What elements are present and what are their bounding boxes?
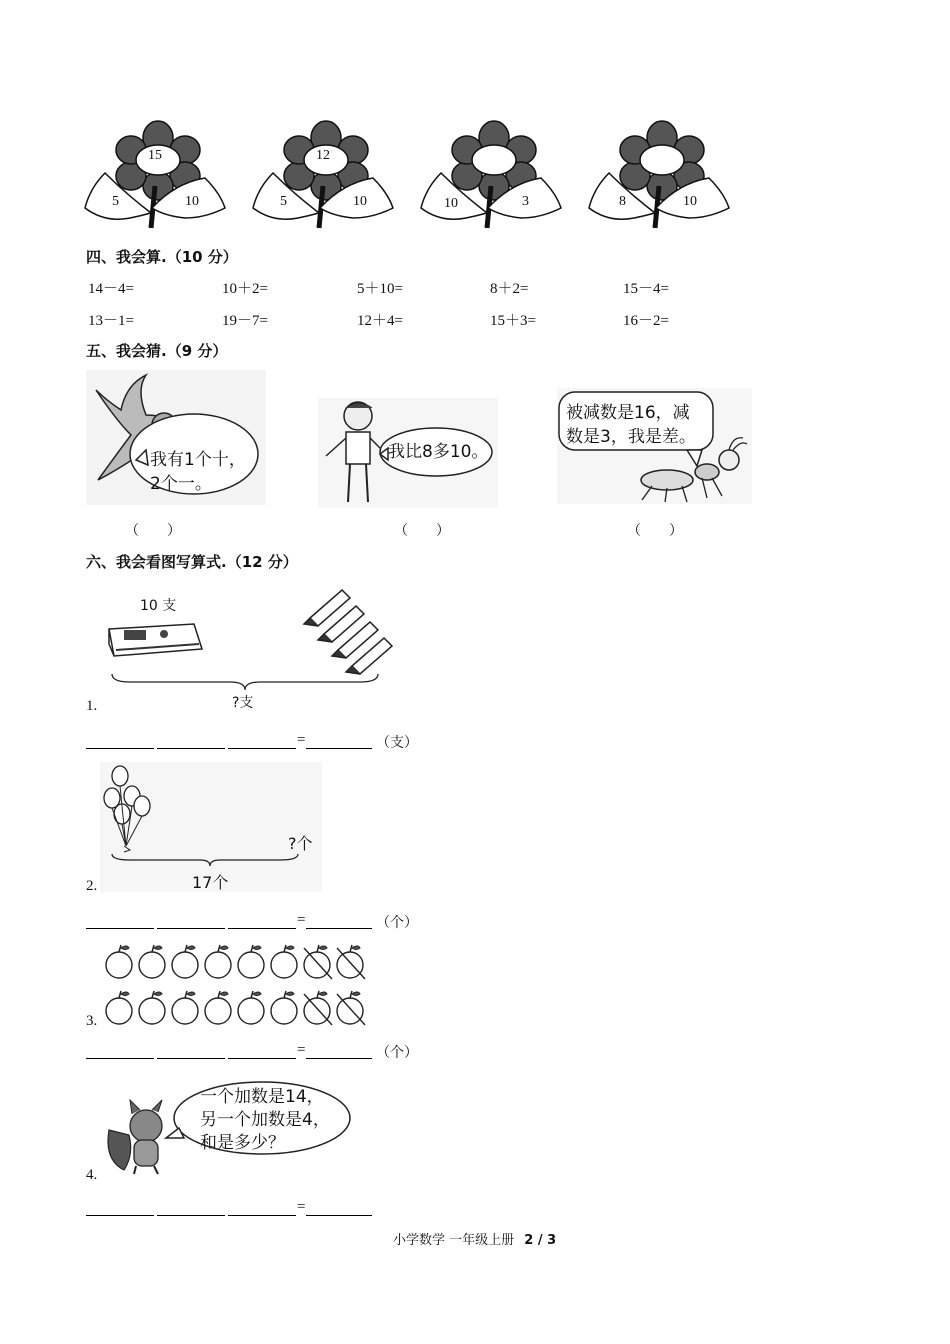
footer-page: 2 / 3 <box>524 1233 557 1248</box>
flower-3-right: 3 <box>522 194 529 209</box>
flower-2-left: 5 <box>280 194 287 209</box>
problem-number: 4. <box>86 1167 98 1183</box>
calc-item: 15＋3= <box>490 313 536 329</box>
question-label: ?个 <box>288 834 313 853</box>
apple <box>104 988 136 1026</box>
unit-label: （个） <box>376 915 418 931</box>
flower-1 <box>85 118 225 233</box>
blank[interactable] <box>157 928 225 929</box>
calc-item: 19－7= <box>222 313 268 329</box>
section5-title: 五、我会猜.（9 分） <box>86 342 228 360</box>
blank[interactable] <box>86 1215 154 1216</box>
problem-number: 3. <box>86 1013 98 1029</box>
apple-crossed <box>302 988 334 1026</box>
answer-bird[interactable]: （ ） <box>125 523 181 539</box>
blank[interactable] <box>228 1215 296 1216</box>
apple <box>137 988 169 1026</box>
unit-label: （支） <box>376 735 418 751</box>
blank[interactable] <box>306 1215 372 1216</box>
flower-4 <box>589 118 729 233</box>
apple-crossed <box>302 942 334 980</box>
flower-4-left: 8 <box>619 194 626 209</box>
blank[interactable] <box>228 748 296 749</box>
calc-item: 13－1= <box>88 313 134 329</box>
flower-3-left: 10 <box>444 196 458 211</box>
apple <box>236 988 268 1026</box>
apple <box>104 942 136 980</box>
apple <box>170 988 202 1026</box>
answer-boy[interactable]: （ ） <box>394 523 450 539</box>
apple <box>236 942 268 980</box>
equals-sign: = <box>297 912 306 928</box>
unit-label: （个） <box>376 1045 418 1061</box>
calc-item: 10＋2= <box>222 281 268 297</box>
blank[interactable] <box>228 928 296 929</box>
calc-item: 14－4= <box>88 281 134 297</box>
apple <box>137 942 169 980</box>
brace-1 <box>110 672 380 692</box>
footer-subject: 小学数学 一年级上册 <box>393 1233 515 1248</box>
question-label: ?支 <box>232 695 254 711</box>
apple <box>269 942 301 980</box>
blank[interactable] <box>306 748 372 749</box>
section6-title: 六、我会看图写算式.（12 分） <box>86 553 298 571</box>
equals-sign: = <box>297 1042 306 1058</box>
apple <box>203 988 235 1026</box>
flower-2-right: 10 <box>353 194 367 209</box>
flower-1-left: 5 <box>112 194 119 209</box>
apple-crossed <box>335 988 367 1026</box>
ant-bubble: 被减数是16，减 数是3，我是差。 <box>566 403 696 447</box>
blank[interactable] <box>86 1058 154 1059</box>
flower-1-right: 10 <box>185 194 199 209</box>
blank[interactable] <box>306 1058 372 1059</box>
flower-2 <box>253 118 393 233</box>
equals-sign: = <box>297 1199 306 1215</box>
answer-ant[interactable]: （ ） <box>627 523 683 539</box>
apple <box>203 942 235 980</box>
calc-item: 5＋10= <box>357 281 403 297</box>
flower-1-center: 15 <box>148 148 162 163</box>
equals-sign: = <box>297 732 306 748</box>
section4-title: 四、我会算.（10 分） <box>86 248 238 266</box>
blank[interactable] <box>86 748 154 749</box>
problem-number: 2. <box>86 878 98 894</box>
problem-number: 1. <box>86 698 98 714</box>
flower-4-right: 10 <box>683 194 697 209</box>
pens-illustration <box>302 584 397 672</box>
flower-3 <box>421 118 561 233</box>
blank[interactable] <box>157 748 225 749</box>
pencil-box-illustration <box>104 614 204 664</box>
blank[interactable] <box>157 1058 225 1059</box>
calc-item: 12＋4= <box>357 313 403 329</box>
blank[interactable] <box>306 928 372 929</box>
calc-item: 8＋2= <box>490 281 529 297</box>
boy-bubble: 我比8多10。 <box>388 442 489 462</box>
page-footer <box>393 1229 556 1248</box>
total-label: 17个 <box>192 873 229 892</box>
calc-item: 16－2= <box>623 313 669 329</box>
apple-crossed <box>335 942 367 980</box>
fox-bubble: 一个加数是14， 另一个加数是4， 和是多少？ <box>200 1087 330 1153</box>
calc-item: 15－4= <box>623 281 669 297</box>
blank[interactable] <box>86 928 154 929</box>
apple <box>269 988 301 1026</box>
flower-2-center: 12 <box>316 148 330 163</box>
bird-bubble: 我有1个十， 2个一。 <box>150 450 246 494</box>
blank[interactable] <box>228 1058 296 1059</box>
apple <box>170 942 202 980</box>
blank[interactable] <box>157 1215 225 1216</box>
box-label: 10 支 <box>140 598 177 614</box>
